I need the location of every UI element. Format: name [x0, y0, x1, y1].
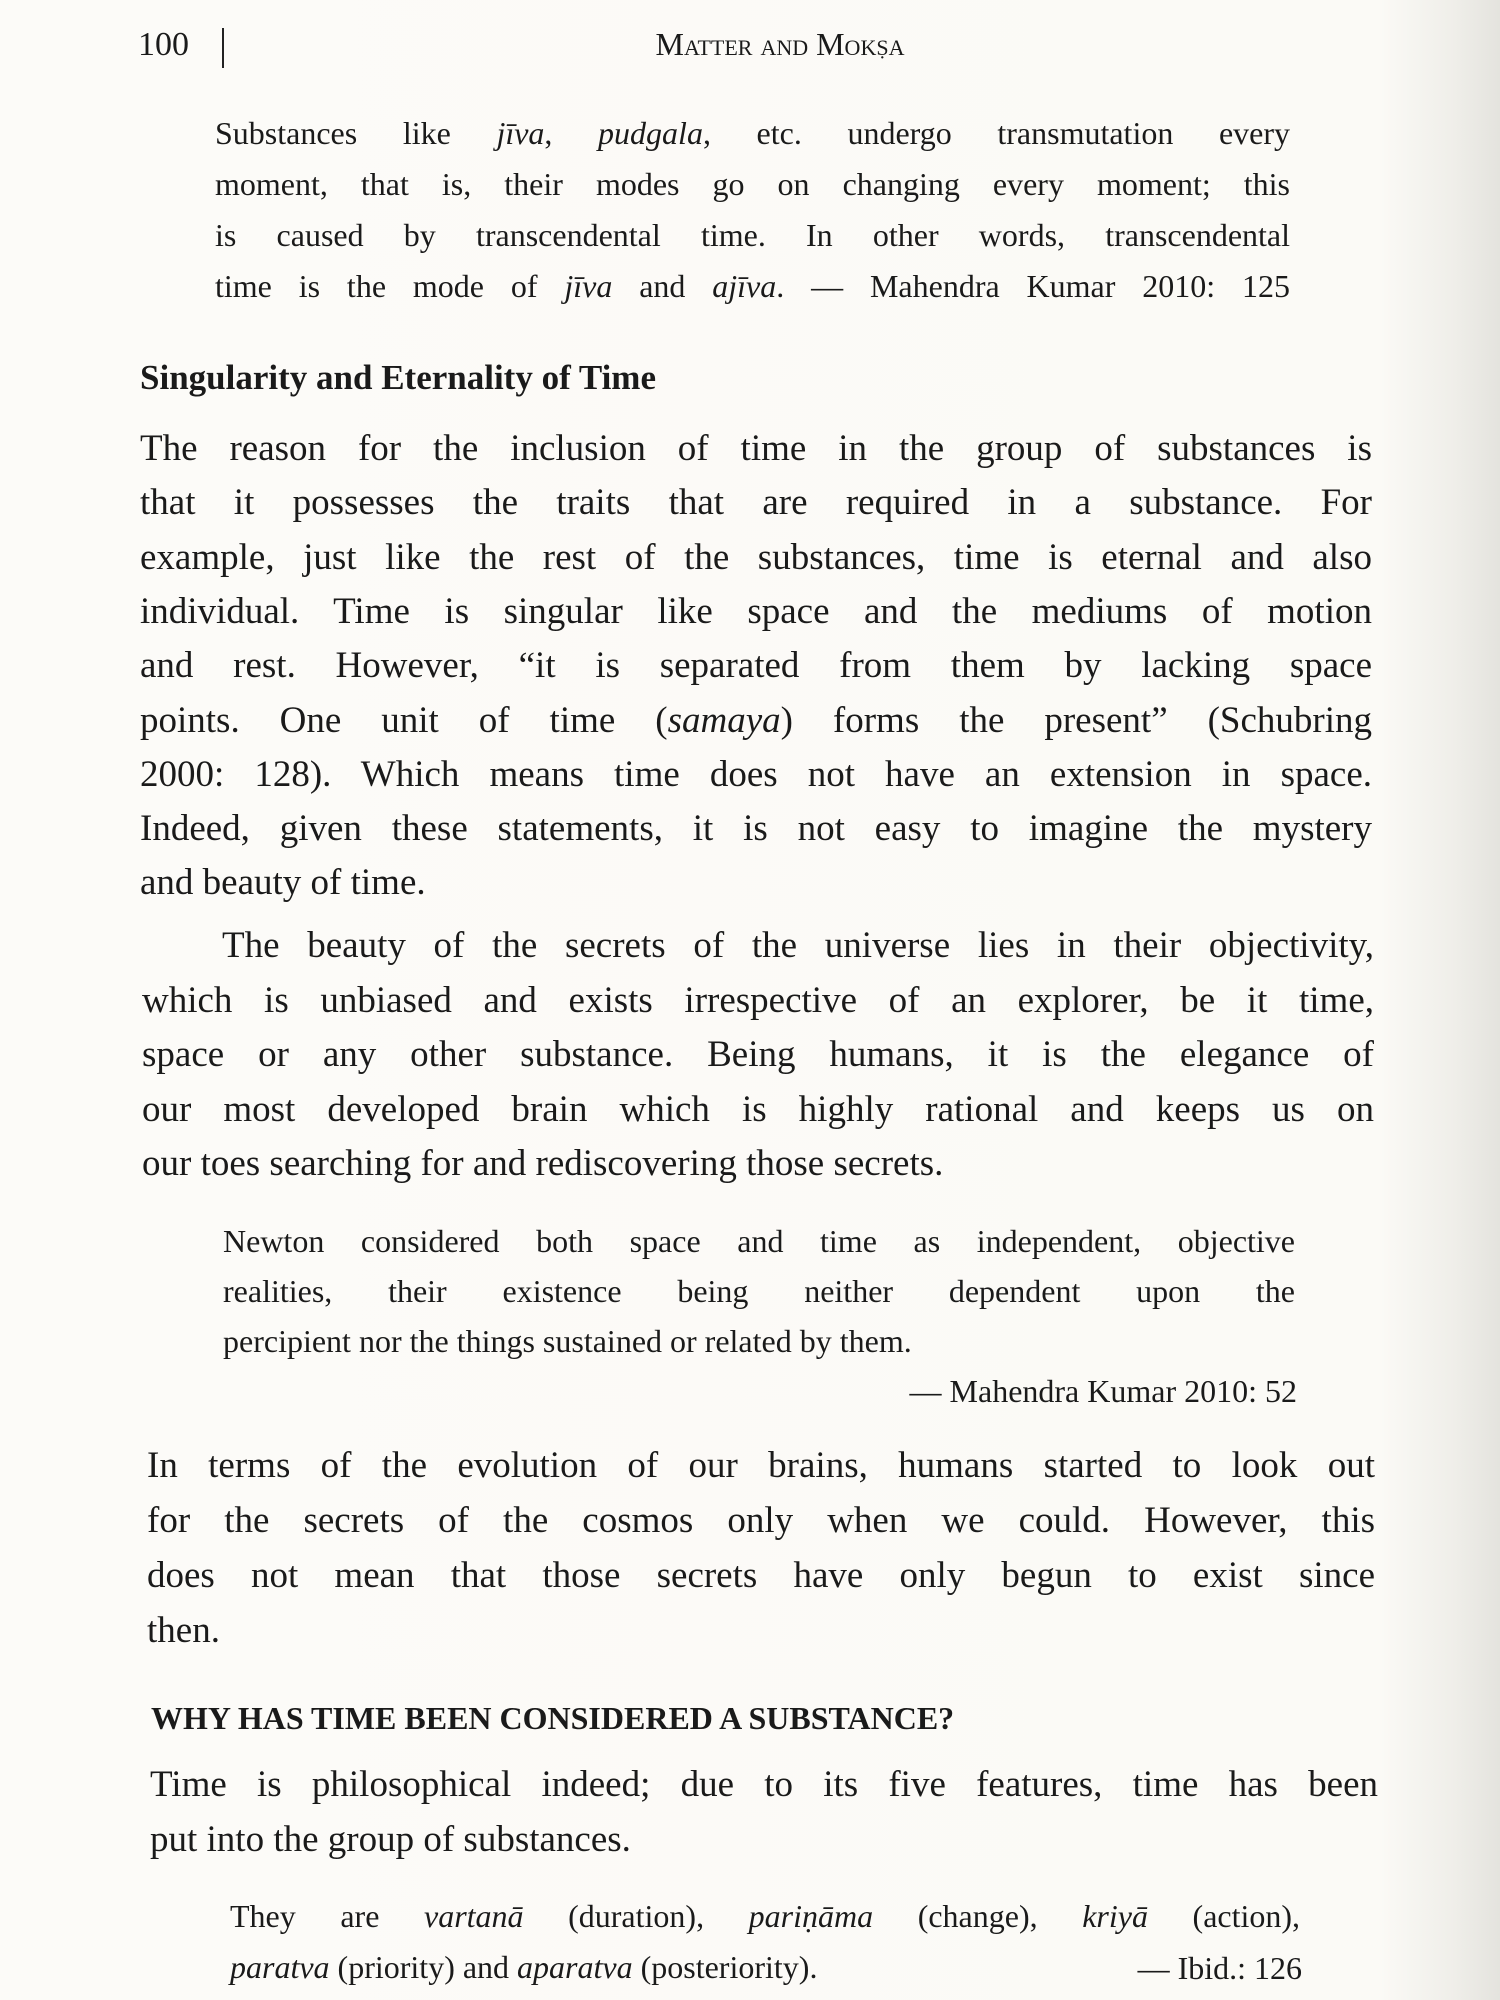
- text-line: [150, 1763, 1378, 1806]
- page-number: 100: [138, 26, 189, 63]
- text-line: [140, 753, 1372, 796]
- text-segment: points. One unit of time (: [140, 699, 668, 741]
- section-heading-why-substance: WHY HAS TIME BEEN CONSIDERED A SUBSTANCE?: [151, 1700, 955, 1736]
- text-segment: our most developed brain which is highly rational and keeps us on: [142, 1088, 1374, 1130]
- text-line: [140, 699, 1372, 742]
- text-segment: percipient nor the things sustained or related by them.: [223, 1323, 912, 1359]
- running-title: Matter and Mokṣa: [655, 26, 905, 62]
- text-segment: (posteriority).: [632, 1949, 818, 1985]
- text-line: [223, 1323, 1295, 1360]
- text-line: [142, 979, 1374, 1022]
- text-line: [142, 1142, 1374, 1185]
- text-line: [222, 924, 1374, 967]
- italic-term: samaya: [667, 699, 781, 741]
- section-heading-singularity: Singularity and Eternality of Time: [140, 358, 656, 397]
- text-segment: (action),: [1147, 1898, 1301, 1934]
- italic-term: kriyā: [1082, 1898, 1148, 1934]
- text-line: [142, 1088, 1374, 1131]
- text-segment: is caused by transcendental time. In other words, transcendental: [215, 217, 1290, 253]
- italic-term: pudgala: [598, 115, 703, 151]
- text-line: [140, 481, 1372, 524]
- text-segment: . — Mahendra Kumar 2010: 125: [776, 268, 1291, 304]
- text-line: [147, 1499, 1375, 1542]
- header-divider: [222, 28, 224, 68]
- text-segment: that it possesses the traits that are required in a substance. For: [140, 482, 1372, 524]
- text-segment: Newton considered both space and time as independent, objective: [223, 1223, 1295, 1259]
- text-line: [215, 217, 1290, 254]
- text-segment: our toes searching for and rediscovering those secrets.: [142, 1143, 944, 1184]
- italic-term: jīva: [496, 115, 545, 151]
- text-segment: Time is philosophical indeed; due to its five features, time has been: [150, 1764, 1378, 1805]
- text-segment: which is unbiased and exists irrespective of an explorer, be it time,: [142, 979, 1374, 1021]
- text-segment: 2000: 128). Which means time does not have an extension in space.: [140, 753, 1372, 795]
- text-line: [150, 1818, 1378, 1861]
- text-line: [140, 644, 1372, 687]
- text-segment: put into the group of substances.: [150, 1819, 631, 1860]
- text-segment: realities, their existence being neither dependent upon the: [223, 1273, 1295, 1309]
- text-line: [223, 1273, 1295, 1310]
- text-line: [140, 536, 1372, 579]
- italic-term: vartanā: [423, 1898, 524, 1934]
- text-segment: (change),: [873, 1898, 1083, 1934]
- text-line: [142, 1033, 1374, 1076]
- quote-2-citation: — Mahendra Kumar 2010: 52: [909, 1373, 1297, 1409]
- text-line: [215, 166, 1290, 203]
- italic-term: jīva: [564, 268, 613, 304]
- text-segment: and: [612, 268, 713, 304]
- text-line: [147, 1609, 1375, 1652]
- text-line: [230, 1898, 1300, 1935]
- text-segment: moment, that is, their modes go on changing every moment; this: [215, 166, 1290, 202]
- text-segment: individual. Time is singular like space and the mediums of motion: [140, 590, 1372, 632]
- text-segment: In terms of the evolution of our brains, humans started to look out: [147, 1445, 1375, 1486]
- text-segment: They are: [230, 1898, 424, 1934]
- text-line: [140, 861, 1372, 904]
- italic-term: pariṇāma: [748, 1898, 874, 1934]
- text-line: [215, 115, 1290, 152]
- italic-term: paratva: [230, 1949, 330, 1985]
- text-line: [140, 427, 1372, 470]
- text-segment: for the secrets of the cosmos only when we could. However, this: [147, 1500, 1375, 1541]
- text-line: [140, 807, 1372, 850]
- text-line: [230, 1949, 817, 1986]
- text-segment: Indeed, given these statements, it is not easy to imagine the mystery: [140, 808, 1372, 850]
- text-segment: Substances like: [215, 115, 497, 151]
- text-segment: space or any other substance. Being humans, it is the elegance of: [142, 1034, 1374, 1075]
- text-line: [215, 268, 1290, 305]
- text-segment: The beauty of the secrets of the universe lies in their objectivity,: [222, 925, 1374, 966]
- quote-3-citation: — Ibid.: 126: [1137, 1950, 1302, 1986]
- text-line: [147, 1444, 1375, 1487]
- text-segment: and rest. However, “it is separated from them by lacking space: [140, 645, 1372, 687]
- text-segment: example, just like the rest of the substances, time is eternal and also: [140, 536, 1372, 578]
- text-line: [147, 1554, 1375, 1597]
- italic-term: aparatva: [517, 1949, 633, 1985]
- text-segment: does not mean that those secrets have only begun to exist since: [147, 1555, 1375, 1596]
- italic-term: ajīva: [712, 268, 777, 304]
- text-line: [223, 1223, 1295, 1260]
- text-segment: time is the mode of: [215, 268, 565, 304]
- text-line: [140, 590, 1372, 633]
- text-segment: (priority) and: [329, 1949, 518, 1985]
- text-segment: (duration),: [523, 1898, 749, 1934]
- text-segment: The reason for the inclusion of time in the group of substances is: [140, 428, 1372, 469]
- text-segment: , etc. undergo transmutation every: [702, 115, 1291, 151]
- text-segment: ,: [544, 115, 599, 151]
- text-segment: and beauty of time.: [140, 862, 426, 904]
- text-segment: ) forms the present” (Schubring: [780, 699, 1372, 741]
- text-segment: then.: [147, 1610, 220, 1651]
